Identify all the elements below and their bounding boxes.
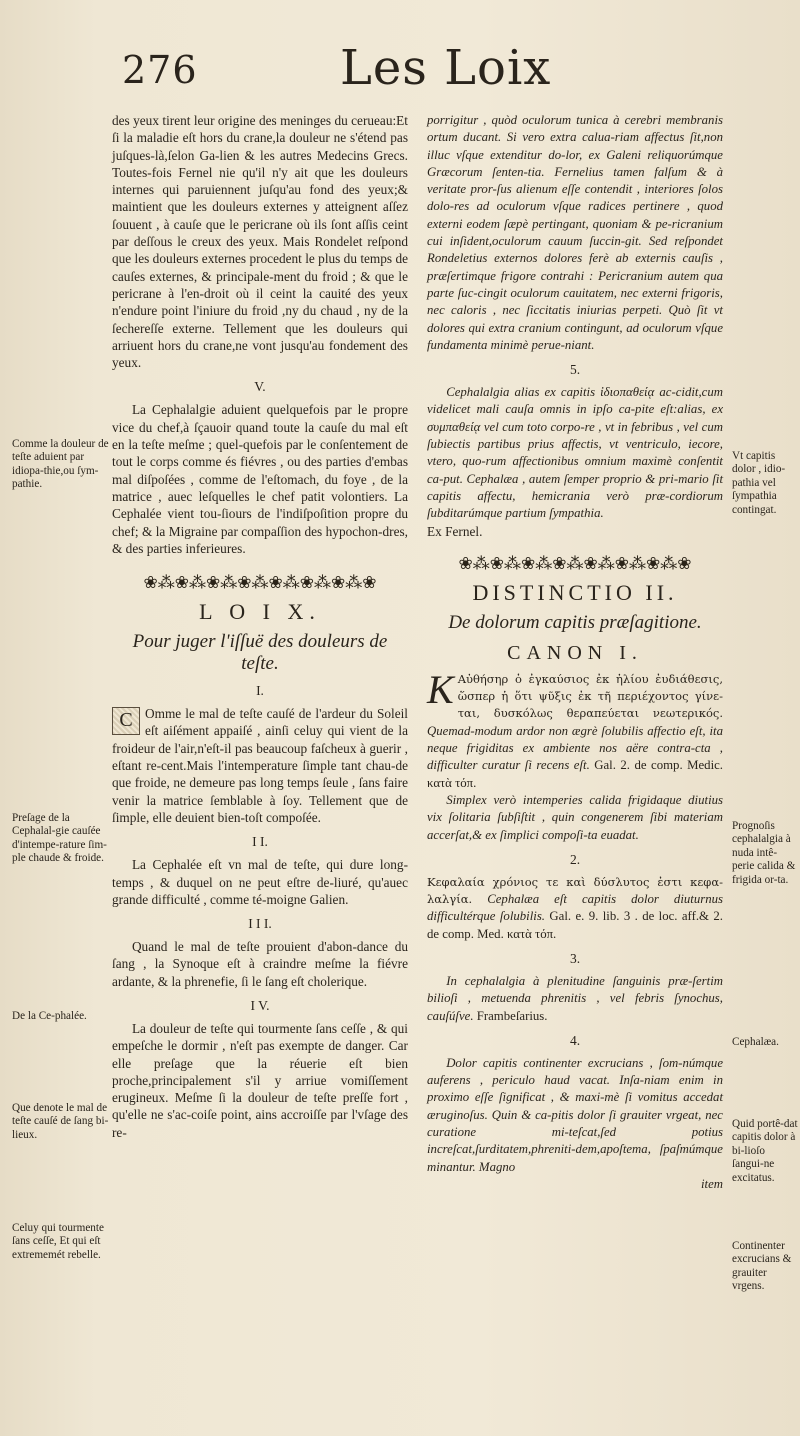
right-canon-1-greek: Αὐθήσηρ ὁ ἐγκαύσιος ἐκ ἡλίου ἐυδιάθεσις, ὥσπερ ἡ ὅτι ψῦξις ἐκ τῆ περιέχοντος γίνε-ται, δυσκόλως θεραπεύεται νεωτερικός.	[457, 671, 723, 721]
right-intro-text: porrigitur , quòd oculorum tunica à cerebri membranis ortum ducant. Si vero extra calua-riam affectus ſit,non illuc vſque extenditur do-lor, ex Galeni reliquorúmque Græcorum ſenten-tia. Fernelius tamen falſum & à veritate pror-ſus alienum eſſe contendit , interiores ſolos dolo-res ad oculorum vſque radices pertinere , quod externi eodem ſæpè pertingant, quoniam & pe-ricranium cui inſident,oculorum cauum ſuccin-git. Sed reſpondet Rondeletius externos dolores ferè ab externis cauſis , præſertimque frigore contrahi : Pericranium autem qua parte ſuc-cingit oculorum cauitatem, nec externi frigoris, nec caloris , nec ſiccitatis iniurias perpeti. Quò ſit vt dolores qui extra cranium contingunt, ad oculorum vſque fundamenta minimè perue-niant.	[427, 113, 723, 352]
left-section-1-number: I.	[256, 683, 264, 699]
right-canon-1-dropcap: K	[427, 666, 454, 712]
left-section-3-number: I I I.	[248, 916, 272, 932]
right-section-5-text: Cephalalgia alias ex capitis ἰδιοπαθείᾳ ac-cidit,cum videlicet mali cauſa omnis in ipſo ca-pite eſt:alias, ex συμπαθείᾳ vel cum toto corpo-re , vt in febribus , vel cum ſubiectis partibus prius affectis, vt ventriculo, iecore, vtero, quo-rum affectionibus omnium maximè conſentit ca-put. Cephalæa , autem ſemper proprio & pri-mario ſit capitis affectu, hemicrania verò præ-cordiorum ſubditarúmque partium ſympathia.	[427, 385, 723, 521]
right-canon-3-number: 3.	[569, 950, 581, 966]
left-subtitle: Pour juger l'iſſuë des douleurs de teſte.	[132, 631, 388, 675]
right-subtitle: De dolorum capitis præſagitione.	[448, 611, 702, 633]
right-section-5-source: Ex Fernel.	[427, 523, 483, 539]
right-canon-2-paragraph	[427, 874, 723, 943]
right-canon-2-latin: Cephalæa eſt capitis dolor diuturnus difficultérque ſolubilis.	[427, 892, 723, 924]
left-column	[112, 112, 408, 1141]
left-margin-note-2: Preſage de la Cephalal-gie cauſée d'intempe-rature ſim-ple chaude & froide.	[12, 812, 107, 865]
left-margin-note-5: Celuy qui tourmente ſans ceſſe, Et qui eſt extrememét rebelle.	[12, 1222, 104, 1261]
left-margin-note-4: Que denote le mal de teſte cauſé de ſang bi-lieux.	[12, 1102, 109, 1141]
left-intro-text: des yeux tirent leur origine des meninges du cerueau:Et ſi la maladie eſt hors du crane,la douleur ne s'étend pas juſques-là,ſelon Ga-lien & les autres Medecins Grecs. Toutes-fois Fernel nie qu'il n'y ait que les douleurs internes qui paruiennent juſqu'au fond des yeux;& maintient que les douleurs externes y atteignent aſſez ſouuent , à cauſe que le pericrane où ils ſont aſſis ceint par deſſous le creux des yeux. Mais Rondelet reſpond que les douleurs externes procedent le plus du temps de cauſes externes, & principale-ment du froid ; & que le pericrane à l'en-droit où il ceint la cauité des yeux n'endure point l'iniure du froid ,ny du chaud , ny de la ſechereſſe externe. Tellement que les douleurs qui arriuent hors du crane,ne vont jusqu'au fondement des yeux.	[112, 113, 408, 371]
right-canon-3-reference: Frambeſarius.	[476, 1008, 548, 1023]
right-margin-note-1: Vt capitis dolor , idio-pathia vel ſympathia contingat.	[732, 450, 786, 516]
left-title: L O I X.	[199, 599, 321, 625]
right-canon-1-reference: Gal. 2. de comp. Medic. κατὰ τόπ.	[427, 758, 724, 790]
right-section-5-number: 5.	[569, 362, 581, 378]
running-head: Les Loix	[340, 40, 552, 96]
right-canon-2-reference: Gal. e. 9. lib. 3 . de loc. aff.& 2. de comp. Med. κατὰ τόπ.	[427, 909, 723, 941]
left-section-4-number: I V.	[250, 997, 270, 1013]
left-section-1-paragraph	[112, 705, 408, 826]
page-number: 276	[122, 48, 198, 92]
left-margin-note-3: De la Ce-phalée.	[12, 1010, 87, 1022]
left-section-1-text: Omme le mal de teſte cauſé de l'ardeur du Soleil eſt aiſément appaiſé , ainſi celuy qui vient de la froideur de l'air,n'eſt-il pas beaucoup faſcheux à guerir , eſtant re-cent.Mais l'intemperature ſimple tant chau-de que froide, ne demeure pas long temps ſeule , ſans faire venir la matrice ſemblable à ſoy. Tellement que de ſimple, elle deuient bien-toſt compoſée.	[112, 706, 408, 825]
left-section-5-number: V.	[254, 379, 266, 395]
left-section-3-text: Quand le mal de teſte prouient d'abon-dance du ſang , la Synoque eſt à craindre meſme la fiévre ardante, & la phrenefie, ſi le ſang eſt cholerique.	[112, 939, 408, 989]
right-canon-4-number: 4.	[569, 1032, 581, 1048]
right-margin-note-3: Cephalæa.	[732, 1036, 779, 1048]
left-section-1-dropcap: C	[112, 707, 140, 735]
left-section-4-text: La douleur de teſte qui tourmente ſans ceſſe , & qui empeſche le dormir , n'eſt pas exempte de danger. Car elle preſage que la réuerie eſt bien proche,principalement s'il y arriue vomiſſement erugineux. Meſme ſi la douleur de teſte preſſe fort , qu'elle ne s'ac-coiſe point, ains accroiſſe par l'vſage des re-	[112, 1020, 408, 1140]
right-margin-note-5: Continenter excrucians & grauiter vrgens.	[732, 1240, 792, 1293]
right-canon-1-paragraph	[427, 666, 724, 792]
right-margin-note-4: Quid portê-dat capitis dolor à bi-lioſo ſangui-ne excitatus.	[732, 1118, 798, 1184]
left-section-2-text: La Cephalée eſt vn mal de teſte, qui dure long-temps , & duquel on ne peut eſtre de-liuré, qu'auec grande difficulté , comme té-moigne Galien.	[112, 857, 408, 907]
right-canon-1-latin: Quemad-modum ardor non ægrè ſolubilis affectio eſt, ita neque frigiditas ex ambiente nos aëre contra-cta , difficulter curatur ſi recens eſt.	[427, 723, 723, 773]
right-canon-3-paragraph	[427, 973, 723, 1025]
catchword: item	[700, 1176, 723, 1191]
right-column	[427, 112, 723, 1193]
left-ornament-band: ❀⁂❀⁂❀⁂❀⁂❀⁂❀⁂❀⁂❀	[143, 573, 377, 594]
right-ornament-band: ❀⁂❀⁂❀⁂❀⁂❀⁂❀⁂❀⁂❀	[458, 553, 692, 574]
left-margin-note-1: Comme la douleur de teſte aduient par idiopa-thie,ou ſym-pathie.	[12, 438, 109, 491]
right-canon-2-greek: Κεφαλαία χρόνιος τε καὶ δύσλυτος ἐστι κεφα-λαλγία.	[427, 874, 723, 907]
right-margin-note-2: Prognoſis cephalalgia à nuda intê-perie calida & frigida or-ta.	[732, 820, 796, 886]
right-canon-3-latin: In cephalalgia à plenitudine ſanguinis præ-ſertim bilioſi , metuenda phrenitis , vel febris ſynochus, cauſúſve.	[427, 973, 723, 1023]
left-section-2-number: I I.	[252, 834, 268, 850]
left-section-5-text: La Cephalalgie aduient quelquefois par le propre vice du chef,à ſçauoir quand toute la cauſe du mal eſt en la teſte meſme ; quel-quefois par le conſentement de tout le corps comme és fiévres , ou des parties d'embas mal diſpoſées , comme de l'eſtomach, du foye , de la matrice , auec leſquelles le chef patit volontiers. La Cephalée vient tou-ſiours de l'indiſpoſition propre du chef; & la Migraine par compaſſion des hypochon-dres, & des parties inferieures.	[112, 402, 408, 556]
right-canon-heading: CANON I.	[507, 641, 643, 664]
right-title: DISTINCTIO II.	[472, 579, 678, 605]
page-header	[0, 40, 800, 100]
right-canon-1-text-2: Simplex verò intemperies calida frigidaque diutius vix ſolitaria ſubſiſtit , quin congenerem ſibi materiam accerſat,& ex ſimplici compoſi-ta euadat.	[427, 792, 723, 842]
right-canon-2-number: 2.	[569, 851, 581, 867]
right-canon-4-text: Dolor capitis continenter excrucians , ſom-númque auferens , periculo haud vacat. Inſa-niam enim in proximo eſſe ſignificat , & maxi-mè ſi vomitus accedat æruginoſus. Quin & ca-pitis dolor ſi grauiter vrgeat, nec curatione mi-teſcat,ſed potius increſcat,ſurditatem,phreniti-dem,apoſtema, ſpaſmúmque minantur. Magno	[427, 1055, 723, 1174]
